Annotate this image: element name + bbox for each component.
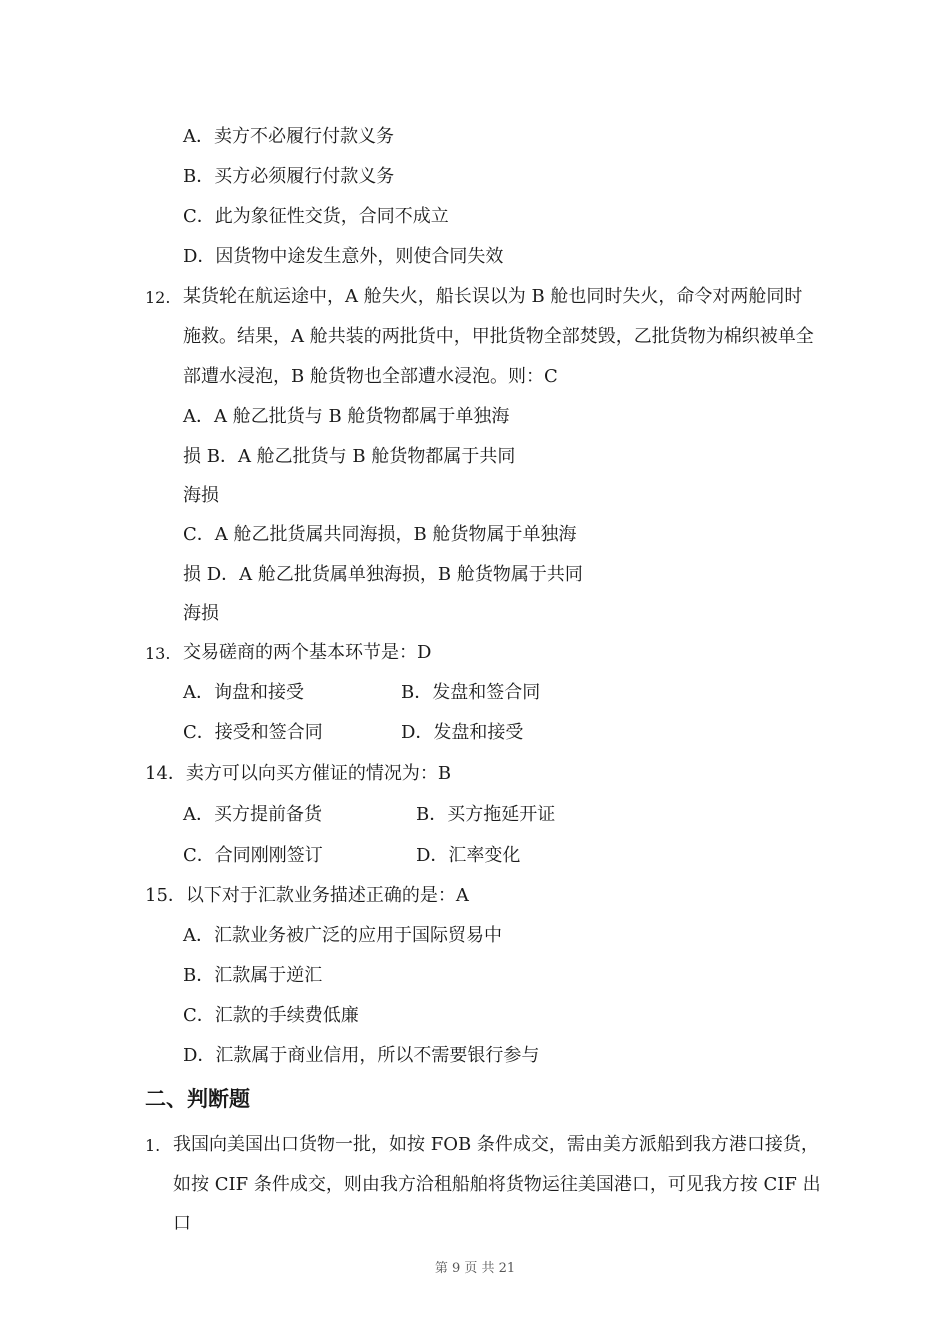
section-heading-true-false: 二、判断题 <box>145 1087 250 1111</box>
q15-stem: 15．以下对于汇款业务描述正确的是：A <box>145 885 469 906</box>
q12-option-line1: A．A 舱乙批货与 B 舱货物都属于单独海 <box>183 406 510 427</box>
q15-option-b: B．汇款属于逆汇 <box>183 965 323 986</box>
j1-line1: 我国向美国出口货物一批，如按 FOB 条件成交，需由美方派船到我方港口接货， <box>173 1134 819 1155</box>
j1-line2: 如按 CIF 条件成交，则由我方洽租船舶将货物运往美国港口，可见我方按 CIF 出 <box>173 1174 821 1195</box>
q14-option-b: B．买方拖延开证 <box>416 804 556 825</box>
q13-stem: 交易磋商的两个基本环节是：D <box>183 642 432 663</box>
q14-stem: 14．卖方可以向买方催证的情况为：B <box>145 763 452 784</box>
page-footer: 第 9 页 共 21 <box>434 1261 516 1276</box>
q12-stem-line2: 施救。结果，A 舱共装的两批货中，甲批货物全部焚毁，乙批货物为棉织被单全 <box>183 326 814 347</box>
q13-option-c: C．接受和签合同 <box>183 722 323 743</box>
q13-option-d: D．发盘和接受 <box>401 722 524 743</box>
q11-option-c: C．此为象征性交货，合同不成立 <box>183 206 449 227</box>
j1-number: 1. <box>145 1136 161 1155</box>
q14-option-a: A．买方提前备货 <box>183 804 322 825</box>
q12-stem-line3: 部遭水浸泡，B 舱货物也全部遭水浸泡。则：C <box>183 366 558 387</box>
j1-line3: 口 <box>173 1213 191 1234</box>
q12-option-line4: C．A 舱乙批货属共同海损，B 舱货物属于单独海 <box>183 524 577 545</box>
q11-option-a: A．卖方不必履行付款义务 <box>183 126 394 147</box>
q15-option-d: D．汇款属于商业信用，所以不需要银行参与 <box>183 1045 540 1066</box>
q13-number: 13. <box>145 644 171 663</box>
q15-option-a: A．汇款业务被广泛的应用于国际贸易中 <box>183 925 502 946</box>
q12-option-line5: 损 D．A 舱乙批货属单独海损，B 舱货物属于共同 <box>183 564 583 585</box>
q14-option-d: D．汇率变化 <box>416 845 521 866</box>
q12-option-line3: 海损 <box>183 485 219 506</box>
q12-option-line6: 海损 <box>183 603 219 624</box>
q12-stem-line1: 某货轮在航运途中，A 舱失火，船长误以为 B 舱也同时失火，命令对两舱同时 <box>183 286 803 307</box>
q12-number: 12. <box>145 288 171 307</box>
q13-option-b: B．发盘和签合同 <box>401 682 541 703</box>
q11-option-b: B．买方必须履行付款义务 <box>183 166 395 187</box>
q13-option-a: A．询盘和接受 <box>183 682 304 703</box>
q12-option-line2: 损 B．A 舱乙批货与 B 舱货物都属于共同 <box>183 446 516 467</box>
q14-option-c: C．合同刚刚签订 <box>183 845 323 866</box>
q11-option-d: D．因货物中途发生意外，则使合同失效 <box>183 246 504 267</box>
q15-option-c: C．汇款的手续费低廉 <box>183 1005 359 1026</box>
